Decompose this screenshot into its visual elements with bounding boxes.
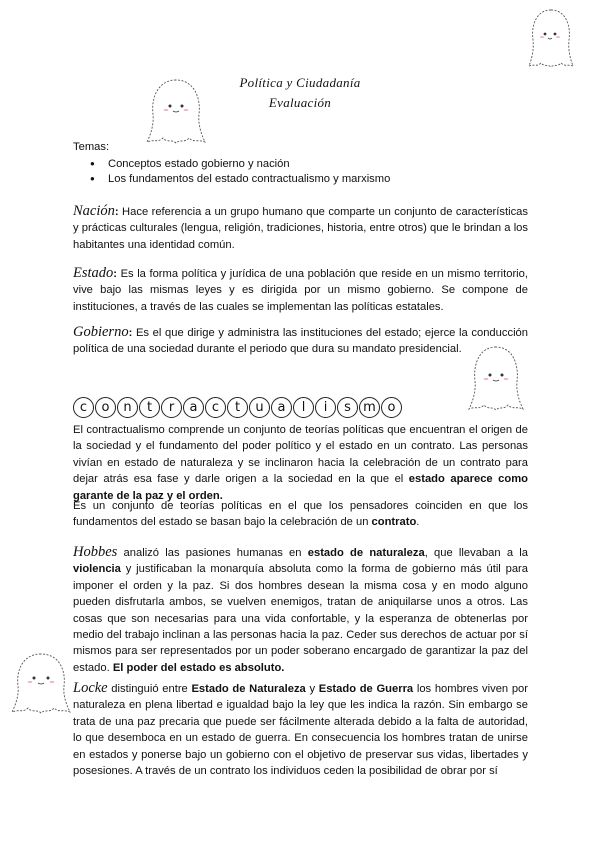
heading-letter: l — [293, 397, 314, 418]
locke-text: los hombres viven por naturaleza en plena libertad e igualdad bajo la ley que les indica la razón. Sin embargo se trata de una paz precaria que puede ser fácilmente alterada debido a la falta de autoridad, lo que desemboca en un estado de guerra. En consecuencia los hombres tratan de unirse en estados y ponerse bajo un gobierno con el objetivo de preservar sus vidas, libertades y posesiones. A través de un contrato los individuos ceden la posibilidad de obrar por sí — [73, 683, 529, 778]
heading-letter: c — [205, 397, 226, 418]
contractualismo-highlight: contrato — [371, 516, 417, 529]
heading-letter: o — [381, 397, 402, 418]
definition-gobierno: Gobierno: Es el que dirige y administra las instituciones del estado; ejerce la conducción política de una sociedad durante el periodo que dura su mandato presidencial. — [73, 324, 528, 356]
heading-letter: u — [249, 397, 270, 418]
page-subtitle: Evaluación — [268, 95, 332, 110]
hobbes-highlight: violencia — [73, 563, 121, 576]
hobbes-text: , que llevaban a la — [424, 547, 529, 559]
heading-letter: r — [161, 397, 182, 418]
page-title: Política y Ciudadanía — [239, 75, 361, 90]
locke-highlight: Estado de Guerra — [318, 683, 414, 695]
contractualismo-highlight: estado aparece como garante de la paz y el orden. — [73, 473, 528, 502]
topics-label: Temas: — [73, 141, 110, 153]
term-nacion: Nación — [73, 203, 115, 219]
locke-highlight: Estado de Naturaleza — [191, 683, 306, 695]
hobbes-highlight: El poder del estado es absoluto. — [112, 661, 285, 674]
heading-letter: o — [95, 397, 116, 418]
topics-list — [90, 157, 390, 186]
term-gobierno: Gobierno — [73, 324, 129, 340]
locke-text: y — [305, 683, 319, 695]
heading-letter: a — [183, 397, 204, 418]
heading-letter: a — [271, 397, 292, 418]
topic-item: ● Los fundamentos del estado contractualismo y marxismo — [90, 172, 390, 187]
heading-letter: n — [117, 397, 138, 418]
contractualismo-text: . — [416, 516, 420, 529]
term-locke: Locke — [73, 680, 108, 696]
heading-letter: i — [315, 397, 336, 418]
contractualismo-heading — [73, 397, 402, 418]
definition-estado: Estado: Es la forma política y jurídica de una población que reside en un mismo territorio, vive bajo las mismas leyes y es dirigida por un mismo gobierno. Se compone de instituciones, a través de las cuales se implementan las políticas estatales. — [73, 265, 528, 313]
ghost-illustration-bottom-left — [8, 650, 74, 716]
hobbes-text: y justificaban la monarquía absoluta como la forma de gobierno más útil para imponer el orden y la paz. Si dos hombres desean la misma cosa y en modo alguno pueden disfrutarla ambos, se vuelven enemigos, tratan de aniquilarse unos a otros. Las cosas que son necesarias para una vida confortable, y la esperanza de obtenerlas por medio del trabajo inclinan a las personas hacia la paz. Ceder sus derechos de actuar por sí mismos para ser representados por un poder soberano encargado de garantizar la paz del estado. — [73, 563, 528, 674]
heading-letter: t — [139, 397, 160, 418]
definition-estado-text: Es la forma política y jurídica de una población que reside en un mismo territorio, vive bajo las mismas leyes y es dirigida por un mismo gobierno. Se compone de instituciones, a través de las cuales se implementan las políticas estatales. — [73, 268, 528, 313]
contractualismo-text: El contractualismo comprende un conjunto de teorías políticas que encuentran el origen de la sociedad y el fundamento del poder político y el estado en un contrato. Las personas vivían en estado de naturaleza y se inclinaron hacia la celebración de un contrato para dejar atrás esa fase y darle origen a la sociedad en la que el — [73, 424, 528, 486]
contractualismo-paragraph — [73, 422, 528, 504]
heading-letter: t — [227, 397, 248, 418]
hobbes-text: analizó las pasiones humanas en — [117, 547, 308, 559]
definition-gobierno-text: Es el que dirige y administra las instituciones del estado; ejerce la conducción política de una sociedad durante el periodo que dura su mandato presidencial. — [73, 327, 528, 356]
hobbes-highlight: estado de naturaleza — [307, 547, 425, 559]
contractualismo-text: Es un conjunto de teorías políticas en el que los pensadores coinciden en que los fundamentos del estado se basan bajo la celebración de un — [73, 500, 528, 529]
definition-nacion-text: Hace referencia a un grupo humano que comparte un conjunto de características y prácticas culturales (lengua, religión, tradiciones, historia, entre otros) que le brindan a los habitantes una identidad común. — [73, 206, 528, 251]
heading-letter: s — [337, 397, 358, 418]
contractualismo-paragraph-2 — [73, 498, 528, 531]
term-hobbes: Hobbes — [73, 544, 118, 560]
heading-letter: c — [73, 397, 94, 418]
heading-letter: m — [359, 397, 380, 418]
ghost-illustration-top-right — [526, 6, 576, 70]
locke-text: distinguió entre — [107, 683, 192, 695]
locke-paragraph — [73, 680, 528, 779]
topic-item: ● Conceptos estado gobierno y nación — [90, 157, 390, 172]
hobbes-paragraph — [73, 544, 528, 676]
definition-nacion: Nación: Hace referencia a un grupo humano que comparte un conjunto de características y prácticas culturales (lengua, religión, tradiciones, historia, entre otros) que le brindan a los habitantes una identidad común. — [73, 203, 528, 251]
term-estado: Estado — [73, 265, 114, 281]
